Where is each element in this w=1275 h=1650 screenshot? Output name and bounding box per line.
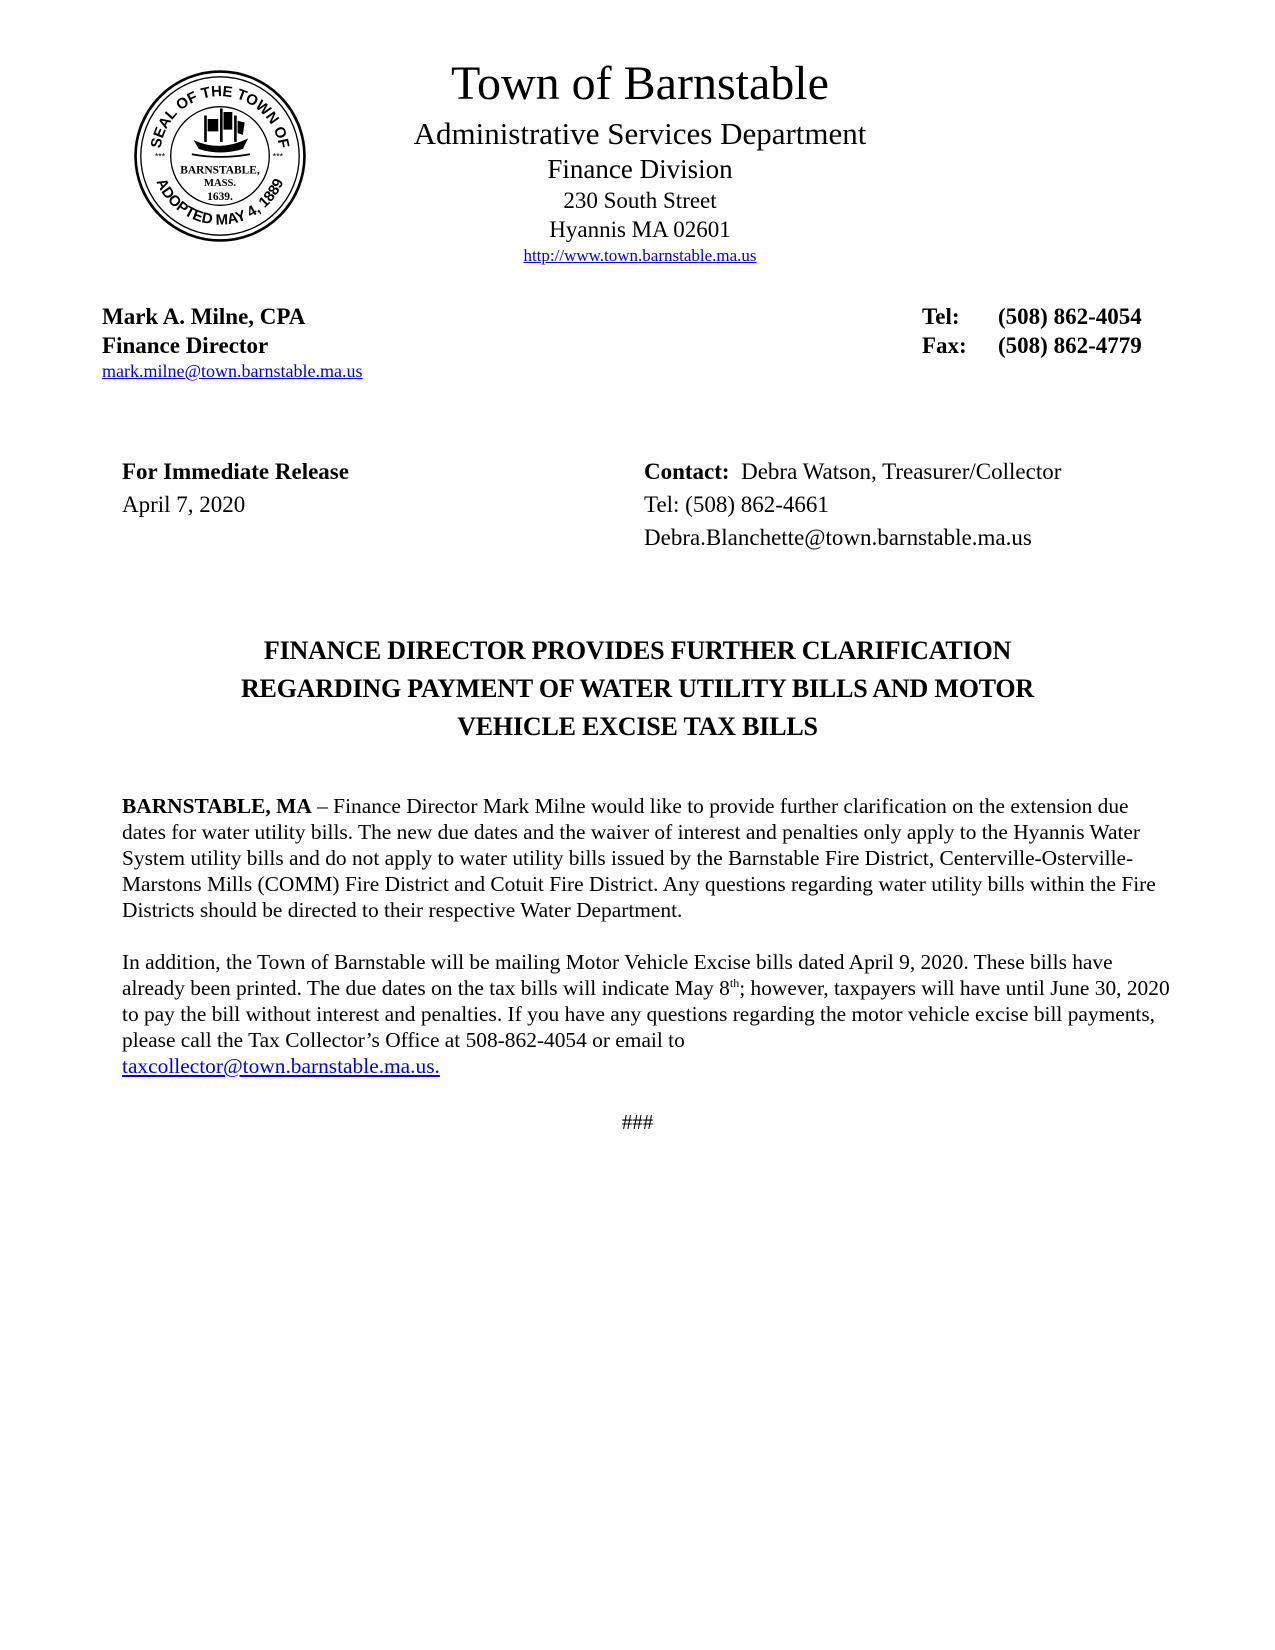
svg-text:***: *** bbox=[154, 151, 166, 162]
director-email-link[interactable]: mark.milne@town.barnstable.ma.us bbox=[102, 361, 363, 381]
paragraph-1-text: – Finance Director Mark Milne would like to provide further clarification on the extension due dates for water utility bills. The new due dates and the waiver of interest and penalties only apply to the Hyannis Water System utility bills and do not apply to water utility bills issued by the Barnstable Fire District, Centerville-Osterville-Marstons Mills (COMM) Fire District and Cotuit Fire District. Any questions regarding water utility bills within the Fire Districts should be directed to their respective Water Department. bbox=[122, 794, 1156, 922]
body-text bbox=[122, 793, 1172, 1105]
ordinal-suffix: th bbox=[729, 975, 740, 990]
paragraph-1 bbox=[122, 793, 1172, 923]
director-title: Finance Director bbox=[102, 333, 269, 358]
fax-label: Fax: bbox=[922, 333, 967, 358]
release-block bbox=[122, 455, 349, 521]
tel-label: Tel: bbox=[922, 304, 960, 329]
seal-top-text: SEAL OF THE TOWN OF bbox=[147, 82, 293, 150]
tel-number: (508) 862-4054 bbox=[998, 304, 1142, 329]
paragraph-2 bbox=[122, 949, 1172, 1079]
contact-block bbox=[644, 455, 1061, 554]
end-mark: ### bbox=[621, 1110, 654, 1134]
paragraph-2-text-a: In addition, the Town of Barnstable will be mailing Motor Vehicle Excise bills dated April 9, 2020. These bills have already been printed. The due dates on the tax bills will indicate May 8 bbox=[122, 950, 1113, 1000]
svg-text:1639.: 1639. bbox=[207, 191, 233, 203]
street-address: 230 South Street bbox=[563, 188, 717, 213]
letterhead-title: Town of Barnstable bbox=[451, 57, 829, 110]
director-block bbox=[102, 302, 363, 382]
phone-block bbox=[922, 302, 1142, 360]
dateline: BARNSTABLE, MA bbox=[122, 794, 312, 818]
headline bbox=[100, 632, 1175, 746]
city-address: Hyannis MA 02601 bbox=[549, 217, 731, 242]
contact-name: Debra Watson, Treasurer/Collector bbox=[741, 459, 1062, 484]
taxcollector-email-link[interactable]: taxcollector@town.barnstable.ma.us. bbox=[122, 1054, 440, 1078]
release-date: April 7, 2020 bbox=[122, 492, 246, 517]
fax-number: (508) 862-4779 bbox=[998, 333, 1142, 358]
svg-text:***: *** bbox=[272, 151, 284, 162]
release-label: For Immediate Release bbox=[122, 459, 349, 484]
division-name: Finance Division bbox=[547, 154, 733, 184]
department-name: Administrative Services Department bbox=[413, 116, 867, 151]
paragraph-2-text-b: ; however, taxpayers will have until June 30, 2020 to pay the bill without interest and penalties. If you have any questions regarding the motor vehicle excise bill payments, please call the Tax Collector’s Office at 508-862-4054 or email to bbox=[122, 976, 1170, 1052]
contact-label: Contact: bbox=[644, 459, 730, 484]
headline-line-2: REGARDING PAYMENT OF WATER UTILITY BILLS AND MOTOR bbox=[240, 674, 1035, 703]
website-link[interactable]: http://www.town.barnstable.ma.us bbox=[523, 246, 757, 265]
seal-bottom-text: ADOPTED MAY 4, 1889 bbox=[152, 175, 288, 229]
svg-text:MASS.: MASS. bbox=[204, 177, 236, 189]
ship-icon bbox=[192, 108, 250, 156]
headline-line-3: VEHICLE EXCISE TAX BILLS bbox=[457, 712, 818, 741]
svg-text:BARNSTABLE,: BARNSTABLE, bbox=[180, 164, 260, 177]
headline-line-1: FINANCE DIRECTOR PROVIDES FURTHER CLARIFICATION bbox=[263, 636, 1012, 665]
contact-email: Debra.Blanchette@town.barnstable.ma.us bbox=[644, 525, 1032, 550]
town-seal-icon bbox=[132, 68, 308, 244]
contact-tel: Tel: (508) 862-4661 bbox=[644, 492, 829, 517]
director-name: Mark A. Milne, CPA bbox=[102, 304, 306, 329]
